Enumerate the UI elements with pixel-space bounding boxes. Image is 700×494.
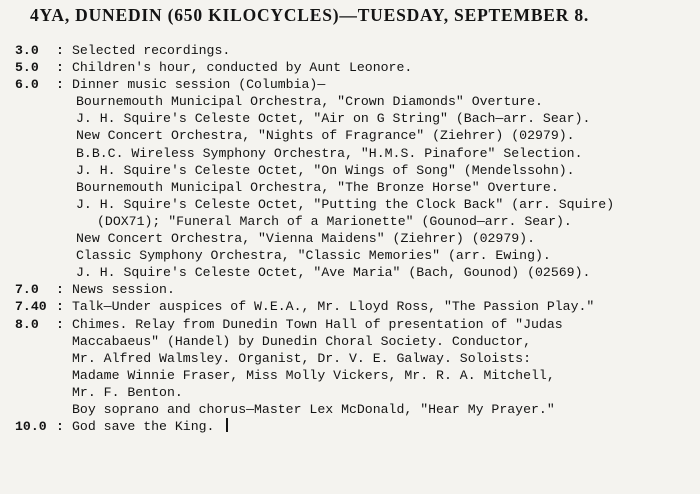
music-item: J. H. Squire's Celeste Octet, "Ave Maria" (Bach, Gounod) (02569). — [76, 265, 591, 281]
schedule-entry — [15, 59, 695, 76]
schedule-entry — [15, 316, 695, 333]
music-item: New Concert Orchestra, "Nights of Fragrance" (Ziehrer) (02979). — [76, 128, 575, 144]
music-item: New Concert Orchestra, "Vienna Maidens" (Ziehrer) (02979). — [76, 231, 535, 247]
music-item: Classic Symphony Orchestra, "Classic Memories" (arr. Ewing). — [76, 248, 551, 264]
entry-text: Selected recordings. — [72, 43, 231, 58]
schedule-entry — [15, 281, 695, 298]
music-item: J. H. Squire's Celeste Octet, "On Wings of Song" (Mendelssohn). — [76, 162, 575, 178]
schedule-entry — [15, 418, 695, 435]
separator: : — [56, 299, 64, 315]
music-item: Bournemouth Municipal Orchestra, "The Bronze Horse" Overture. — [76, 179, 559, 195]
entry-text: Dinner music session (Columbia)— — [72, 77, 326, 93]
entry-text-wrapper — [72, 418, 695, 435]
entry-text: News session. — [72, 282, 175, 298]
entry-text: Children's hour, conducted by Aunt Leonore. — [72, 60, 413, 76]
text-cursor-icon — [226, 418, 228, 432]
schedule-entry — [15, 42, 695, 59]
entry-time: 3.0 — [15, 43, 39, 58]
entry-time: 7.0 — [15, 282, 39, 298]
schedule-entry — [15, 298, 695, 315]
separator: : — [56, 77, 64, 93]
entry-text-continuation: Madame Winnie Fraser, Miss Molly Vickers, Mr. R. A. Mitchell, — [72, 367, 555, 383]
entry-time: 7.40 — [15, 299, 47, 315]
entry-time: 10.0 — [15, 419, 47, 435]
separator: : — [56, 316, 64, 332]
schedule — [15, 42, 695, 435]
entry-time — [15, 401, 56, 418]
entry-text-continuation: Mr. F. Benton. — [72, 384, 183, 400]
entry-text: Chimes. Relay from Dunedin Town Hall of presentation of "Judas — [72, 316, 563, 332]
entry-text: Boy soprano and chorus—Master Lex McDonald, "Hear My Prayer." — [72, 401, 555, 417]
entry-time: 8.0 — [15, 316, 39, 332]
music-item: J. H. Squire's Celeste Octet, "Air on G String" (Bach—arr. Sear). — [76, 111, 591, 127]
separator — [56, 401, 72, 418]
page-title: 4YA, DUNEDIN (650 KILOCYCLES)—TUESDAY, SEPTEMBER 8. — [30, 5, 590, 25]
entry-time: 6.0 — [15, 77, 39, 93]
separator: : — [56, 419, 64, 435]
separator: : — [56, 43, 64, 58]
music-item: J. H. Squire's Celeste Octet, "Putting the Clock Back" (arr. Squire) — [76, 196, 615, 212]
entry-text: God save the King. — [72, 419, 215, 435]
music-item-continuation: (DOX71); "Funeral March of a Marionette" (Gounod—arr. Sear). — [97, 213, 572, 229]
entry-text-continuation: Mr. Alfred Walmsley. Organist, Dr. V. E. Galway. Soloists: — [72, 350, 531, 366]
separator: : — [56, 282, 64, 298]
entry-text: Talk—Under auspices of W.E.A., Mr. Lloyd Ross, "The Passion Play." — [72, 299, 595, 315]
schedule-entry — [15, 401, 695, 418]
music-item: Bournemouth Municipal Orchestra, "Crown Diamonds" Overture. — [76, 94, 543, 110]
entry-text-continuation: Maccabaeus" (Handel) by Dunedin Choral Society. Conductor, — [72, 333, 531, 349]
schedule-entry — [15, 76, 695, 93]
separator: : — [56, 60, 64, 76]
music-item: B.B.C. Wireless Symphony Orchestra, "H.M.S. Pinafore" Selection. — [76, 145, 583, 161]
entry-time: 5.0 — [15, 60, 39, 76]
